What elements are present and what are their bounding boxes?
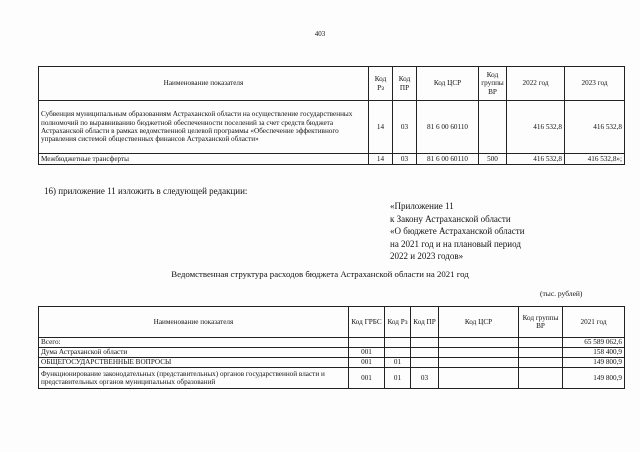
- table-row: [39, 358, 625, 368]
- row-name: ОБЩЕГОСУДАРСТВЕННЫЕ ВОПРОСЫ: [39, 358, 349, 368]
- header-csr: Код ЦСР: [439, 307, 519, 338]
- table-header-row: [39, 67, 625, 101]
- row-csr: [439, 338, 519, 348]
- header-pr: Код ПР: [411, 307, 439, 338]
- header-rz: Код Рз: [385, 307, 411, 338]
- row-name: Субвенция муниципальным образованиям Астраханской области на осуществление государственных полномочий по выравниванию бюджетной обеспеченности поселений за счет средств бюджета Астраханской области в рамках ведомственной целевой программы «Обеспечение эффективного управления системой общественных финансов Астраханской области»: [39, 101, 369, 154]
- header-pr: Код ПР: [393, 67, 417, 101]
- header-2022: 2022 год: [507, 67, 565, 101]
- row-name: Функционирование законодательных (представительных) органов государственной власти и представительных органов муниципальных образований: [39, 368, 349, 389]
- table-header-row: [39, 307, 625, 338]
- row-grbs: [349, 338, 385, 348]
- table-title: Ведомственная структура расходов бюджета Астраханской области на 2021 год: [171, 269, 469, 279]
- row-pr: [411, 338, 439, 348]
- row-grbs: 001: [349, 368, 385, 389]
- row-pr: 03: [393, 154, 417, 165]
- row-vr: 500: [479, 154, 507, 165]
- row-grbs: 001: [349, 358, 385, 368]
- row-vr: [519, 338, 563, 348]
- row-csr: [439, 368, 519, 389]
- header-grbs: Код ГРБС: [349, 307, 385, 338]
- row-csr: [439, 348, 519, 358]
- header-2023: 2023 год: [565, 67, 625, 101]
- table-row: [39, 101, 625, 154]
- appendix-line: на 2021 год и на плановый период: [390, 238, 521, 249]
- row-name: Межбюджетные трансферты: [39, 154, 369, 165]
- table-row: [39, 154, 625, 165]
- row-rz: [385, 338, 411, 348]
- row-csr: 81 6 00 60110: [417, 154, 479, 165]
- appendix-heading: [390, 200, 525, 263]
- header-csr: Код ЦСР: [417, 67, 479, 101]
- row-2023: 416 532,8»;: [565, 154, 625, 165]
- appendix-line: «О бюджете Астраханской области: [390, 226, 525, 236]
- row-pr: 03: [411, 368, 439, 389]
- header-vr: Код группы ВР: [519, 307, 563, 338]
- row-pr: [411, 358, 439, 368]
- row-pr: 03: [393, 101, 417, 154]
- row-2023: 416 532,8: [565, 101, 625, 154]
- row-csr: 81 6 00 60110: [417, 101, 479, 154]
- row-2021: 149 800,9: [563, 358, 625, 368]
- row-vr: [519, 358, 563, 368]
- departmental-structure-table: [38, 306, 625, 389]
- header-rz: Код Рз: [369, 67, 393, 101]
- appendix-line: к Закону Астраханской области: [390, 213, 511, 224]
- row-name: Всего:: [39, 338, 349, 348]
- appendix-line: «Приложение 11: [390, 201, 454, 211]
- header-name: Наименование показателя: [39, 67, 369, 101]
- header-2021: 2021 год: [563, 307, 625, 338]
- table-row: [39, 338, 625, 348]
- row-2021: 149 800,9: [563, 368, 625, 389]
- row-2022: 416 532,8: [507, 154, 565, 165]
- budget-table-2022-2023: [38, 66, 625, 165]
- amendment-instruction: 16) приложение 11 изложить в следующей редакции:: [44, 186, 248, 196]
- row-2022: 416 532,8: [507, 101, 565, 154]
- unit-label: (тыс. рублей): [540, 289, 583, 298]
- row-rz: 14: [369, 101, 393, 154]
- row-vr: [519, 368, 563, 389]
- row-grbs: 001: [349, 348, 385, 358]
- row-rz: 01: [385, 368, 411, 389]
- table-row: [39, 348, 625, 358]
- header-name: Наименование показателя: [39, 307, 349, 338]
- row-vr: [519, 348, 563, 358]
- page-number: 403: [314, 30, 326, 38]
- row-rz: [385, 348, 411, 358]
- row-2021: 65 589 062,6: [563, 338, 625, 348]
- row-rz: 01: [385, 358, 411, 368]
- row-pr: [411, 348, 439, 358]
- row-rz: 14: [369, 154, 393, 165]
- header-vr: Код группы ВР: [479, 67, 507, 101]
- row-name: Дума Астраханской области: [39, 348, 349, 358]
- row-2021: 158 400,9: [563, 348, 625, 358]
- table-row: [39, 368, 625, 389]
- row-csr: [439, 358, 519, 368]
- row-vr: [479, 101, 507, 154]
- appendix-line: 2022 и 2023 годов»: [390, 251, 464, 261]
